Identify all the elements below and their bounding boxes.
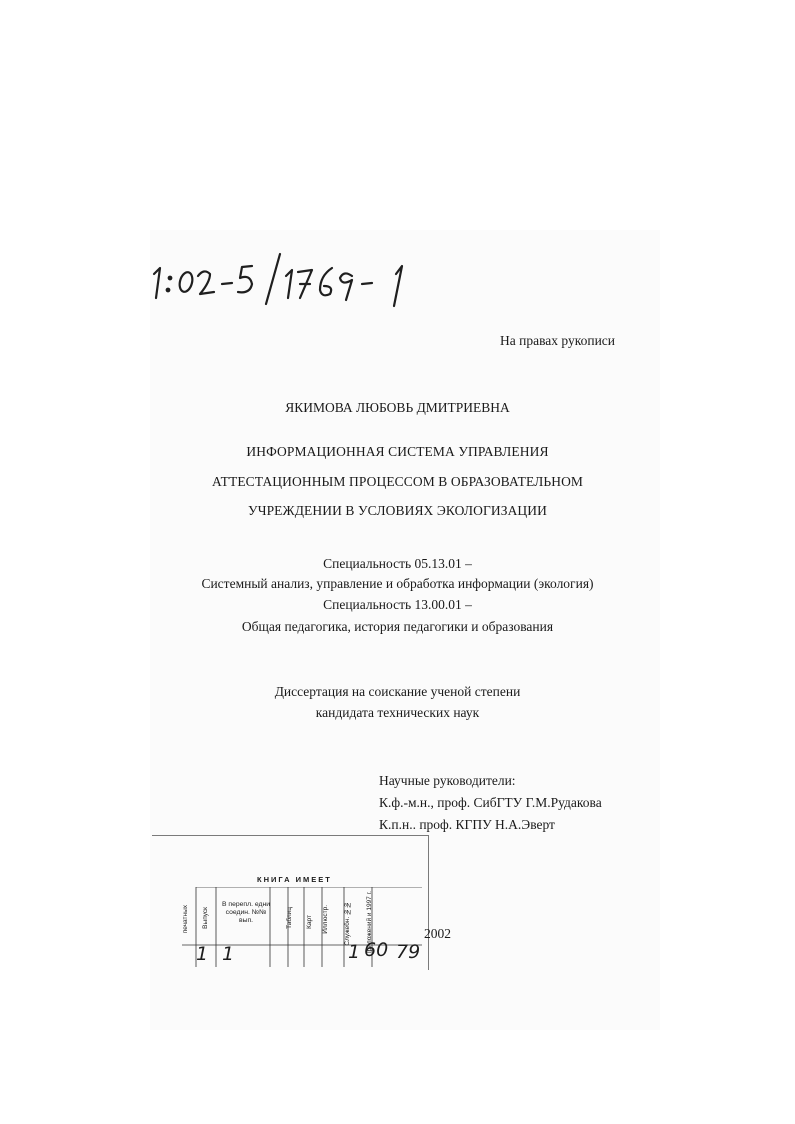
title-line-2: АТТЕСТАЦИОННЫМ ПРОЦЕССОМ В ОБРАЗОВАТЕЛЬНОМ xyxy=(211,474,584,489)
stamp-handwritten-3: 1 xyxy=(348,941,361,963)
speciality-name-2: Общая педагогика, история педагогики и образования xyxy=(241,619,554,634)
speciality-code-1: Специальность 05.13.01 – xyxy=(323,556,472,571)
speciality-name-1: Системный анализ, управление и обработка информации (экология) xyxy=(201,576,594,591)
supervisors-heading: Научные руководители: xyxy=(379,773,516,788)
author-name: ЯКИМОВА ЛЮБОВЬ ДМИТРИЕВНА xyxy=(285,400,510,415)
stamp-handwritten-2: 1 xyxy=(222,943,235,965)
stamp-col-issue: Выпуск xyxy=(202,907,209,929)
stamp-col-binding: В перепл. едни соедин. №№ вып. xyxy=(221,901,270,924)
supervisor-1: К.ф.-м.н., проф. СибГТУ Г.М.Рудакова xyxy=(379,795,602,810)
supervisor-2: К.п.н.. проф. КГПУ Н.А.Эверт xyxy=(379,817,555,832)
stamp-col-illustrations: Иллюстр. xyxy=(322,905,329,934)
archive-number-handwritten xyxy=(140,240,430,310)
year: 2002 xyxy=(424,926,451,941)
library-stamp xyxy=(152,835,430,973)
stamp-handwritten-4: 60 xyxy=(364,939,389,961)
title-line-1: ИНФОРМАЦИОННАЯ СИСТЕМА УПРАВЛЕНИЯ xyxy=(246,444,549,459)
stamp-col-tables: Таблиц xyxy=(286,907,293,929)
stamp-col-maps: Карт xyxy=(306,915,313,929)
supervisors-block xyxy=(379,770,602,836)
dissertation-degree-line-2: кандидата технических наук xyxy=(315,705,480,720)
stamp-handwritten-1: 1 xyxy=(196,943,209,965)
stamp-handwritten-5: 79 xyxy=(396,941,421,963)
stamp-col-appendices: Приложений и 1997 г. xyxy=(366,891,373,957)
dissertation-degree-line-1: Диссертация на соискание ученой степени xyxy=(274,684,521,699)
stamp-title: КНИГА ИМЕЕТ xyxy=(257,875,332,884)
speciality-code-2: Специальность 13.00.01 – xyxy=(323,597,472,612)
title-line-3: УЧРЕЖДЕНИИ В УСЛОВИЯХ ЭКОЛОГИЗАЦИИ xyxy=(248,503,547,518)
stamp-col-service: Служебн. №№ xyxy=(344,901,351,946)
rights-note: На правах рукописи xyxy=(500,333,616,348)
stamp-col-printed: печатных xyxy=(182,905,189,934)
